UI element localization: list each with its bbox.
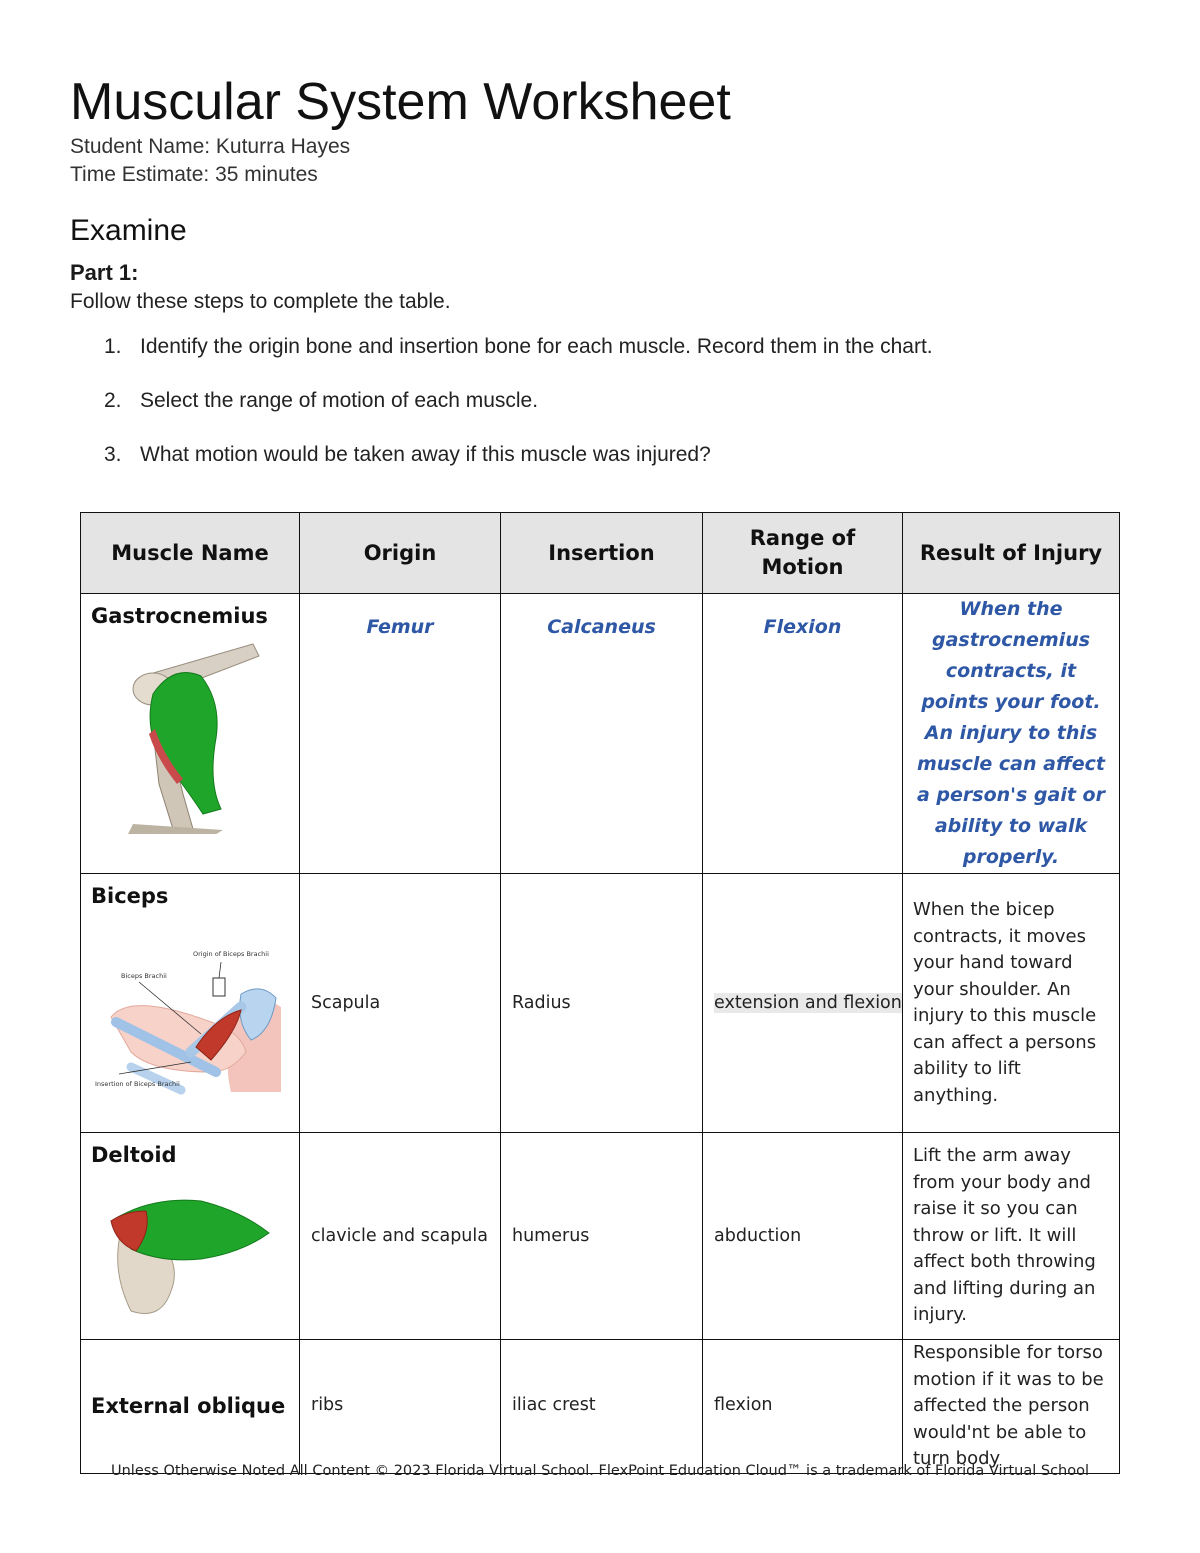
header-result-of-injury: Result of Injury [903,513,1120,594]
muscle-name: External oblique [91,1394,286,1419]
muscle-name: Gastrocnemius [91,604,268,628]
origin-cell: ribs [300,1340,501,1474]
section-heading: Examine [70,214,187,247]
header-muscle-name: Muscle Name [81,513,300,594]
table-header-row [81,513,1120,594]
step-number: 2. [104,389,122,412]
injury-cell: When the bicep contracts, it moves your hand toward your shoulder. An injury to this muscle can affect a persons ability to lift anything. [903,874,1120,1133]
muscle-name: Biceps [91,884,169,908]
table-row [81,1133,1120,1340]
step-number: 1. [104,335,122,358]
biceps-image [91,922,291,1102]
header-range-of-motion: Range of Motion [703,513,903,594]
motion-cell: Flexion [703,594,903,874]
muscle-cell [81,1133,300,1340]
muscle-cell [81,1340,300,1474]
figure-label-muscle: Biceps Brachii [121,972,167,980]
page-title: Muscular System Worksheet [70,73,731,131]
injury-cell: Responsible for torso motion if it was to be affected the person would'nt be able to turn body [903,1340,1120,1474]
step-item [104,335,933,389]
step-item [104,443,933,497]
motion-cell [703,874,903,1133]
step-text: Identify the origin bone and insertion bone for each muscle. Record them in the chart. [140,335,933,358]
header-insertion: Insertion [501,513,703,594]
table-row [81,874,1120,1133]
motion-cell: abduction [703,1133,903,1340]
injury-cell: When the gastrocnemius contracts, it points your foot. An injury to this muscle can affect a person's gait or ability to walk properly. [903,594,1120,874]
origin-cell: Femur [300,594,501,874]
step-text: Select the range of motion of each muscle. [140,389,539,412]
muscle-cell [81,594,300,874]
footer-copyright: Unless Otherwise Noted All Content © 2023 Florida Virtual School. FlexPoint Education Cloud™ is a trademark of Florida Virtual School [110,1463,1090,1479]
step-number: 3. [104,443,122,466]
muscle-name: Deltoid [91,1143,177,1167]
insertion-cell: iliac crest [501,1340,703,1474]
gastrocnemius-image [113,634,263,834]
header-origin: Origin [300,513,501,594]
insertion-cell: Radius [501,874,703,1133]
student-name: Student Name: Kuturra Hayes [70,135,351,158]
table-row [81,594,1120,874]
step-item [104,389,933,443]
insertion-cell: humerus [501,1133,703,1340]
figure-label-insertion: Insertion of Biceps Brachii [95,1080,180,1088]
motion-highlight: extension and flexion [714,993,902,1013]
step-text: What motion would be taken away if this muscle was injured? [140,443,711,466]
steps-list [104,335,933,497]
muscle-cell [81,874,300,1133]
injury-cell: Lift the arm away from your body and raise it so you can throw or lift. It will affect both throwing and lifting during an injury. [903,1133,1120,1340]
origin-cell: clavicle and scapula [300,1133,501,1340]
time-estimate: Time Estimate: 35 minutes [70,163,318,186]
deltoid-image [91,1171,281,1321]
table-row [81,1340,1120,1474]
insertion-cell: Calcaneus [501,594,703,874]
muscle-table [80,512,1120,1474]
instructions: Follow these steps to complete the table. [70,290,451,313]
origin-cell: Scapula [300,874,501,1133]
motion-cell: flexion [703,1340,903,1474]
part-heading: Part 1: [70,260,139,285]
figure-label-origin: Origin of Biceps Brachii [193,950,269,958]
